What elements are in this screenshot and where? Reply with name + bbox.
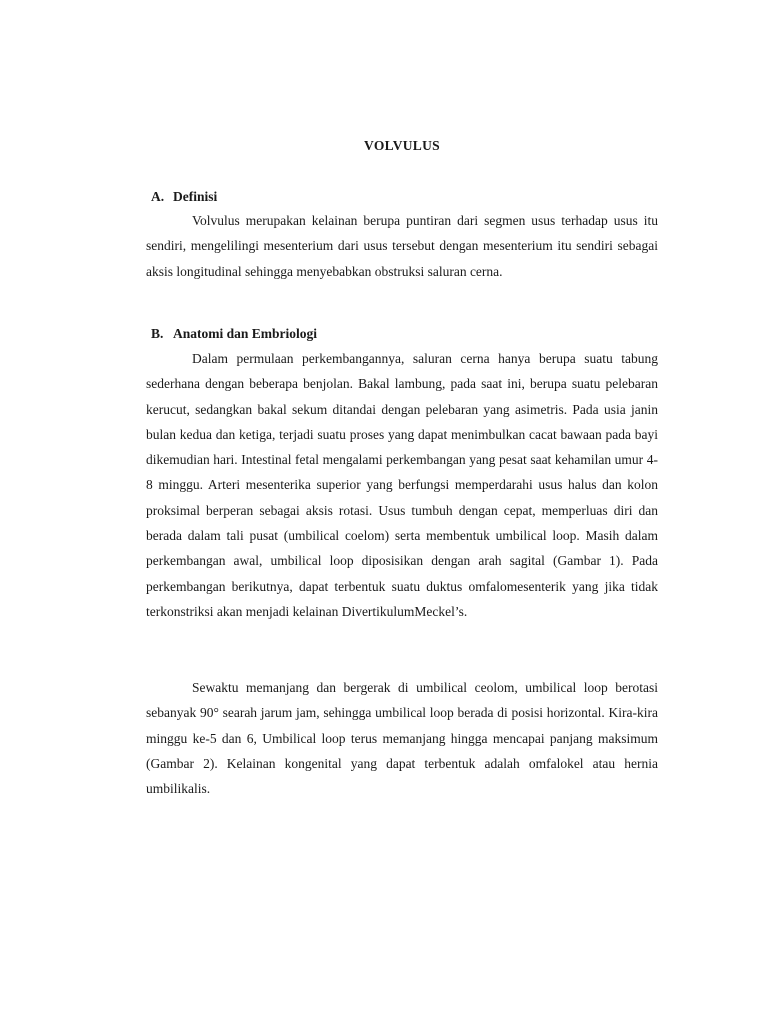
section-title: Definisi (173, 189, 218, 204)
section-number: A. (151, 189, 165, 204)
paragraph-definisi: Volvulus merupakan kelainan berupa puntiran dari segmen usus terhadap usus itu sendiri, mengelilingi mesenterium dari usus tersebut dengan mesenterium itu sendiri sebagai aksis longitudinal sehingga menyebabkan obstruksi saluran cerna. (146, 213, 658, 279)
document-title: VOLVULUS (364, 138, 440, 153)
paragraph-anatomi-1: Dalam permulaan perkembangannya, saluran cerna hanya berupa suatu tabung sederhana dengan beberapa benjolan. Bakal lambung, pada saat ini, berupa suatu pelebaran kerucut, sedangkan bakal sekum ditandai dengan pelebaran yang asimetris. Pada usia janin bulan kedua dan ketiga, terjadi suatu proses yang dapat menimbulkan cacat bawaan pada bayi dikemudian hari. Intestinal fetal mengalami perkembangan yang pesat saat kehamilan umur 4-8 minggu. Arteri mesenterika superior yang berfungsi memperdarahi usus halus dan kolon proksimal berperan sebagai aksis rotasi. Usus tumbuh dengan cepat, memperluas diri dan berada dalam tali pusat (umbilical coelom) serta membentuk umbilical loop. Masih dalam perkembangan awal, umbilical loop diposisikan dengan arah sagital (Gambar 1). Pada perkembangan berikutnya, dapat terbentuk suatu duktus omfalomesenterik yang jika tidak terkonstriksi akan menjadi kelainan DivertikulumMeckel’s. (146, 351, 658, 619)
section-heading-definisi (151, 189, 217, 205)
section-title: Anatomi dan Embriologi (173, 326, 318, 341)
section-heading-anatomi (151, 326, 317, 342)
section-number: B. (151, 326, 164, 341)
paragraph-anatomi-2: Sewaktu memanjang dan bergerak di umbilical ceolom, umbilical loop berotasi sebanyak 90° searah jarum jam, sehingga umbilical loop berada di posisi horizontal. Kira-kira minggu ke-5 dan 6, Umbilical loop terus memanjang hingga mencapai panjang maksimum (Gambar 2). Kelainan kongenital yang dapat terbentuk adalah omfalokel atau hernia umbilikalis. (146, 680, 658, 797)
